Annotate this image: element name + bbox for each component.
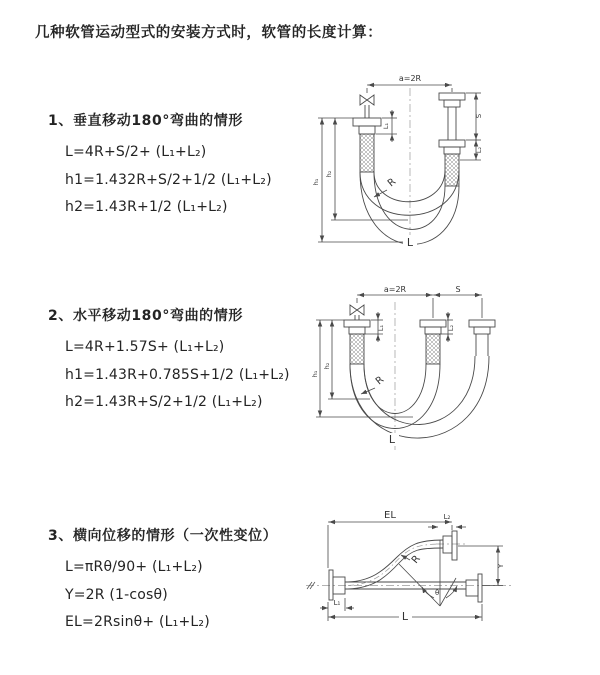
dim-label-l1: L₁ bbox=[333, 599, 341, 607]
section-3-formula-Y: Y=2R (1-cosθ) bbox=[65, 586, 168, 603]
section-2 bbox=[48, 305, 290, 417]
dim-label-h1: h₁ bbox=[312, 178, 320, 186]
dim-label-r: R bbox=[373, 374, 387, 388]
dim-label-h2: h₂ bbox=[323, 362, 331, 370]
dim-label-l1: L₁ bbox=[382, 122, 390, 130]
section-2-heading: 2、水平移动180°弯曲的情形 bbox=[48, 308, 243, 324]
right-flange-lower bbox=[439, 140, 465, 147]
right-flange-displaced bbox=[443, 536, 452, 553]
right-flange-straight bbox=[466, 580, 478, 596]
dim-label-theta: θ bbox=[435, 589, 440, 597]
dim-label-h1: h₁ bbox=[311, 370, 319, 378]
section-3-formula-L: L=πRθ/90+ (L₁+L₂) bbox=[65, 559, 203, 575]
dim-label-l1: L₁ bbox=[377, 324, 385, 332]
section-3-formula-EL: EL=2Rsinθ+ (L₁+L₂) bbox=[65, 614, 210, 630]
dim-label-a2r: a=2R bbox=[398, 74, 422, 83]
section-1-formula-h1: h1=1.432R+S/2+1/2 (L₁+L₂) bbox=[65, 171, 272, 188]
dim-label-y: Y bbox=[497, 563, 505, 569]
dim-label-h2: h₂ bbox=[325, 170, 333, 178]
section-1-formula-L: L=4R+S/2+ (L₁+L₂) bbox=[65, 144, 207, 160]
section-3-heading: 3、横向位移的情形（一次性变位） bbox=[48, 528, 278, 544]
dim-label-s: S bbox=[475, 113, 483, 119]
section-1-heading: 1、垂直移动180°弯曲的情形 bbox=[48, 113, 243, 129]
valve-icon bbox=[360, 95, 374, 105]
dim-label-r: R bbox=[409, 553, 423, 566]
left-braid bbox=[350, 334, 364, 364]
diagram-horizontal-bend bbox=[308, 282, 585, 462]
dim-label-l2: L₂ bbox=[475, 146, 483, 154]
middle-braid bbox=[426, 334, 440, 364]
dim-label-l2: L₂ bbox=[447, 324, 455, 332]
hose-assembly bbox=[344, 305, 495, 438]
radius-line bbox=[399, 564, 440, 606]
dim-label-l: L bbox=[401, 610, 409, 623]
section-3 bbox=[48, 525, 277, 637]
dimension-lines bbox=[320, 522, 503, 621]
section-2-formula-h2: h2=1.43R+S/2+1/2 (L₁+L₂) bbox=[65, 394, 263, 410]
dim-label-el: EL bbox=[384, 510, 396, 521]
dim-label-l: L bbox=[388, 433, 396, 446]
page-title: 几种软管运动型式的安装方式时，软管的长度计算： bbox=[35, 25, 383, 41]
hose-assembly bbox=[329, 531, 482, 602]
dim-label-l: L bbox=[406, 236, 414, 249]
left-braid bbox=[360, 134, 374, 172]
section-2-formula-h1: h1=1.43R+0.785S+1/2 (L₁+L₂) bbox=[65, 366, 290, 383]
section-1-formula-h2: h2=1.43R+1/2 (L₁+L₂) bbox=[65, 199, 228, 215]
middle-flange bbox=[420, 320, 446, 327]
construction-lines bbox=[399, 540, 457, 606]
section-2-formula-L: L=4R+1.57S+ (L₁+L₂) bbox=[65, 339, 225, 355]
hose-assembly bbox=[353, 93, 465, 244]
dim-label-l2: L₂ bbox=[443, 513, 451, 521]
right-braid bbox=[445, 154, 459, 186]
diagram-vertical-bend bbox=[308, 70, 580, 260]
left-flange bbox=[344, 320, 370, 327]
dim-label-a2r: a=2R bbox=[383, 285, 407, 294]
diagram-lateral-displacement bbox=[296, 502, 588, 660]
left-flange bbox=[353, 118, 381, 126]
hose-arc bbox=[374, 170, 445, 202]
right-flange-upper bbox=[439, 93, 465, 100]
dimension-lines bbox=[316, 295, 482, 417]
dim-label-r: R bbox=[385, 176, 399, 190]
s-curve-hose bbox=[348, 540, 443, 582]
valve-icon bbox=[350, 305, 364, 315]
hose-arc bbox=[364, 356, 475, 425]
section-1 bbox=[48, 110, 272, 222]
dim-label-s: S bbox=[455, 285, 461, 294]
left-flange bbox=[329, 570, 333, 600]
right-flange bbox=[469, 320, 495, 327]
